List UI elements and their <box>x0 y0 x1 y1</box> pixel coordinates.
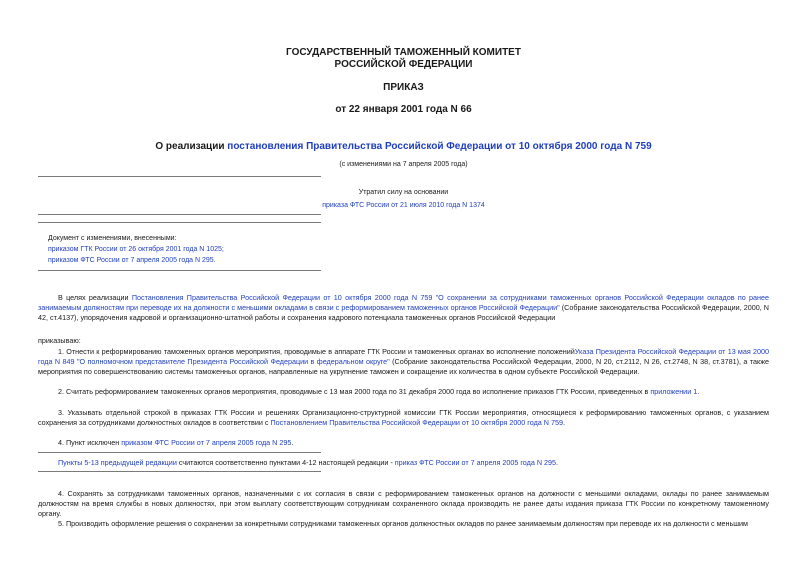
item-4-note <box>58 458 769 468</box>
title-prefix: О реализации <box>155 141 228 152</box>
item-1-paragraph <box>38 347 769 377</box>
amendment-link-2[interactable]: приказом ФТС России от 7 апреля 2005 года N 295. <box>48 257 216 264</box>
page-title <box>0 141 807 152</box>
revision-note: (с изменениями на 7 апреля 2005 года) <box>339 161 468 168</box>
item-3-text-1: 3. Указывать отдельной строкой в приказах ГТК России и решениях Организационно-структурной комиссии ГТК России мероприятия, относящиеся к реформированию таможенных органов, с указанием сохранения за сотрудниками должностных окладов в соответствии с <box>38 408 769 427</box>
item-2-text-2: . <box>697 387 700 396</box>
item-2-link[interactable]: приложении 1 <box>650 387 698 396</box>
item-4-link[interactable]: приказом ФТС России от 7 апреля 2005 года N 295 <box>121 438 292 447</box>
intro-paragraph <box>38 293 769 323</box>
item-4-note-text-1: считаются соответственно пунктами 4-12 настоящей редакции - <box>176 458 395 467</box>
org-name-line1: ГОСУДАРСТВЕННЫЙ ТАМОЖЕННЫЙ КОМИТЕТ <box>286 47 521 58</box>
doc-type: ПРИКАЗ <box>383 82 424 93</box>
item-5-paragraph: 4. Сохранять за сотрудниками таможенных органов, назначенными с их согласия в связи с реформированием таможенных органов на должности с меньшими окладами, оклады по ранее занимаемым должностям на время службы в новых должностях, при этом выплату соответствующим сотрудникам сохраненного оклада производить не ранее даты издания приказа ГТК России по конкретному таможенному органу. <box>38 489 769 518</box>
amendment-item-2 <box>48 256 216 265</box>
title-link[interactable]: постановления Правительства Российской Федерации от 10 октября 2000 года N 759 <box>227 141 652 152</box>
intro-text-1: В целях реализации <box>58 293 132 302</box>
item-4-note-link-1[interactable]: Пункты 5-13 предыдущей редакции <box>58 458 177 467</box>
item-1-link[interactable]: Указа Президента Российской Федерации от 13 мая 2000 года N 849 "О полномочном представителе Президента Российской Федерации в федеральном округе" <box>38 347 769 366</box>
amendment-link-1[interactable]: приказом ГТК России от 26 октября 2001 года N 1025; <box>48 246 224 253</box>
lost-force-text: Утратил силу на основании <box>358 189 449 196</box>
order-word: приказываю: <box>38 336 81 345</box>
item-4-note-text-2: . <box>556 458 558 467</box>
item-4-note-link-2[interactable]: приказ ФТС России от 7 апреля 2005 года N 295 <box>394 458 556 467</box>
intro-link[interactable]: Постановления Правительства Российской Федерации от 10 октября 2000 года N 759 "О сохранении за сотрудниками таможенных органов Российской Федерации окладов по ранее занимаемым должностям при переводе их на должности с меньшими окладами в связи с реформированием таможенных органов Российской Федерации" <box>38 293 769 312</box>
lost-force-link[interactable]: приказа ФТС России от 21 июля 2010 года N 1374 <box>322 202 485 209</box>
lost-force-line2 <box>0 201 807 210</box>
item-3-text-2: . <box>562 418 565 427</box>
item-1-text-2: (Собрание законодательства Российской Федерации, 2000, N 20, ст.2112, N 26, ст.2748, N 38, ст.3781), а также мероприятия по совершенствованию системы таможенных органов, направленные на укрупнение таможен и сокращение их количества в одном субъекте Российской Федерации. <box>38 357 770 376</box>
divider <box>38 452 321 453</box>
intro-text-2: (Собрание законодательства Российской Федерации, 2000, N 42, ст.4137), упорядочения кадровой и организационно-штатной работы и сохранения кадрового потенциала таможенных органов Российской Федерации <box>38 303 770 322</box>
item-2-paragraph <box>38 387 769 397</box>
item-3-link[interactable]: Постановлением Правительства Российской Федерации от 10 октября 2000 года N 759 <box>270 418 563 427</box>
item-2-text-1: 2. Считать реформированием таможенных органов мероприятия, проводимые с 13 мая 2000 года по 31 декабря 2000 года во исполнение приказов ГТК России, приведенных в <box>58 387 651 396</box>
divider <box>38 471 321 472</box>
item-3-paragraph <box>38 408 769 428</box>
divider <box>38 222 321 223</box>
item-4-text-2: . <box>291 438 294 447</box>
item-1-text-1: 1. Отнести к реформированию таможенных органов мероприятия, проводимые в аппарате ГТК России и таможенных органах во исполнение положений <box>58 347 575 356</box>
item-4-text-1: 4. Пункт исключен <box>58 438 122 447</box>
divider <box>38 270 321 271</box>
item-4-paragraph <box>38 438 769 448</box>
amendments-label: Документ с изменениями, внесенными: <box>48 235 177 242</box>
doc-date: от 22 января 2001 года N 66 <box>335 104 472 115</box>
org-name-line2: РОССИЙСКОЙ ФЕДЕРАЦИИ <box>334 59 473 70</box>
item-6-paragraph: 5. Производить оформление решения о сохранении за конкретными сотрудниками таможенных органов должностных окладов по ранее занимаемым должностям при переводе их на должности с меньшим <box>58 519 748 528</box>
divider <box>38 176 321 177</box>
amendment-item-1 <box>48 245 224 254</box>
divider <box>38 214 321 215</box>
